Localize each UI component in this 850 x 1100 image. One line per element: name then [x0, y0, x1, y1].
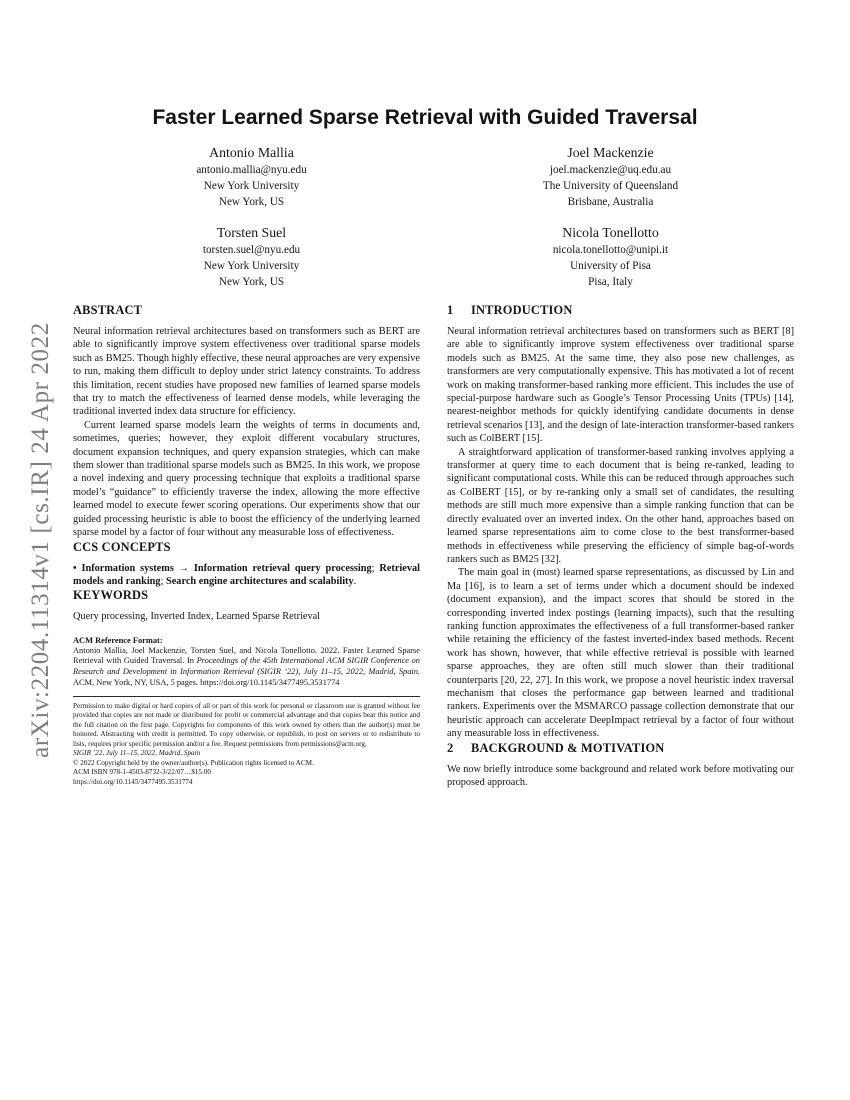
author-4	[431, 224, 790, 290]
abstract-paragraph-2: Current learned sparse models learn the weights of terms in documents and, sometimes, queries; however, they exploit different vocabulary structures, document expansion techniques, and query expansion strategies, which can make them slower than traditional sparse models such as BM25. In this work, we propose a novel indexing and query processing technique that exploits a traditional sparse model’s “guidance” to efficiently traverse the index, allowing the more effective learned model to execute fewer scoring operations. Our experiments show that our guided processing heuristic is able to boost the efficiency of the underlying learned sparse model by a factor of four without any measurable loss of effectiveness.	[73, 419, 420, 539]
background-paragraph-1: We now briefly introduce some background and related work before motivating our proposed approach.	[447, 763, 794, 788]
acm-ref-part-1: Antonio Mallia, Joel Mackenzie, Torsten Suel, and Nicola Tonellotto. 2022. Faster Learned Sparse Retrieval with Guided Traversal. In	[73, 645, 420, 666]
ccs-concepts	[73, 562, 420, 589]
abstract-heading: ABSTRACT	[73, 303, 143, 317]
author-2	[431, 144, 790, 210]
permissions-email-link[interactable]: permissions@acm.org	[300, 739, 365, 748]
background-heading	[447, 741, 794, 755]
author-4-email[interactable]: nicola.tonellotto@unipi.it	[552, 244, 669, 257]
keywords-text: Query processing, Inverted Index, Learned Sparse Retrieval	[73, 611, 321, 623]
ccs-separator-2: ;	[160, 575, 166, 587]
permission-period: .	[364, 739, 367, 748]
author-4-location: Pisa, Italy	[588, 275, 633, 288]
section-1-title: INTRODUCTION	[471, 303, 573, 317]
acm-reference-text	[73, 646, 420, 689]
footnote-doi-link[interactable]: https://doi.org/10.1145/3477495.3531774	[73, 777, 193, 786]
acm-reference-label: ACM Reference Format:	[73, 635, 163, 645]
author-3-location: New York, US	[218, 275, 285, 288]
author-3-affiliation: New York University	[203, 260, 300, 273]
acm-ref-proceedings: Proceedings of the 45th International ACM SIGIR Conference on Research and Development in Information Retrieval (SIGIR ’22), July 11–15, 2022, Madrid, Spain.	[73, 656, 420, 677]
ccs-concept-2: Retrieval models and ranking	[73, 562, 420, 587]
ccs-heading: CCS CONCEPTS	[73, 539, 171, 554]
author-1-name: Antonio Mallia	[209, 145, 294, 160]
author-4-affiliation: University of Pisa	[570, 260, 651, 273]
footnote-divider	[73, 696, 420, 697]
paper-title: Faster Learned Sparse Retrieval with Guided Traversal	[152, 106, 698, 129]
keywords-heading: KEYWORDS	[73, 588, 149, 603]
intro-paragraph-1: Neural information retrieval architectures based on transformers such as BERT [8] are able to significantly improve system effectiveness over traditional sparse models such as BM25. At the same time, they also pose new challenges, as transformers are very computationally expensive. This has motivated a lot of recent work on making transformer-based ranking more efficient. This includes the use of special-purpose hardware such as Google’s Tensor Processing Units (TPUs) [14], nearest-neighbor methods for quickly identifying candidate documents in dense retrieval scenarios [13], and the design of late-interaction transformer-based rankers such as ColBERT [15].	[447, 326, 794, 445]
ccs-period: .	[353, 575, 357, 587]
acm-ref-part-3: ACM, New York, NY, USA, 5 pages.	[73, 677, 201, 687]
footnote-isbn: ACM ISBN 978-1-4503-8732-3/22/07…$15.00	[73, 768, 211, 777]
introduction-heading	[447, 303, 794, 317]
ccs-concept-3: Search engine architectures and scalability	[166, 575, 354, 587]
author-2-location: Brisbane, Australia	[567, 195, 654, 208]
permission-notice	[73, 702, 420, 750]
section-2-title: BACKGROUND & MOTIVATION	[471, 740, 665, 755]
author-1	[72, 144, 431, 210]
acm-ref-doi-link[interactable]: https://doi.org/10.1145/3477495.3531774	[200, 677, 340, 687]
ccs-concept-1: Information retrieval query processing	[193, 562, 372, 574]
author-2-email[interactable]: joel.mackenzie@uq.edu.au	[549, 164, 672, 176]
arxiv-watermark: arXiv:2204.11314v1 [cs.IR] 24 Apr 2022	[27, 322, 54, 758]
author-block	[72, 144, 790, 291]
intro-paragraph-2: A straightforward application of transformer-based ranking involves applying a transformer at query time to each document that is being re-ranked, leading to significant computational costs. While this can be reduced through approaches such as ColBERT [15], or by re-ranking only a small set of candidates, the resulting methods are still much more expensive than a simple ranking function that can be directly evaluated over an inverted index. On the other hand, approaches based on learned sparse representations aim to come close to the best transformer-based methods in effectiveness while preserving the efficiency of simple bag-of-words rankers such as BM25 [32].	[447, 446, 794, 565]
intro-paragraph-3: The main goal in (most) learned sparse representations, as discussed by Lin and Ma [16], is to learn a set of terms under which a document should be indexed (document expansion), and the impact scores that should be stored in the corresponding inverted index postings (learning impacts), such that the resulting ranking function approximates the effectiveness of a full transformer-based ranker while retaining the efficiency of the fastest inverted-index based methods. Recent work has shown, however, that while effective retrieval is possible with learned sparse approaches, they are often still much slower than their traditional counterparts [20, 22, 27]. In this work, we propose a novel heuristic index traversal mechanism that closes the performance gap between learned and traditional rankers. Experiments over the MSMARCO passage collection demonstrate that our heuristic approach can accelerate DeepImpact retrieval by a factor of four without any measurable loss in effectiveness.	[447, 567, 794, 740]
footnote-copyright: © 2022 Copyright held by the owner/author(s). Publication rights licensed to ACM.	[73, 758, 314, 767]
author-2-name: Joel Mackenzie	[567, 145, 654, 160]
ccs-arrow: →	[173, 562, 194, 574]
author-3-email[interactable]: torsten.suel@nyu.edu	[202, 244, 301, 257]
author-2-affiliation: The University of Queensland	[542, 179, 679, 192]
author-3-name: Torsten Suel	[216, 225, 287, 241]
footnote-venue: SIGIR ’22, July 11–15, 2022, Madrid, Spain	[73, 749, 201, 758]
right-column	[447, 303, 794, 789]
permission-text: Permission to make digital or hard copies of all or part of this work for personal or classroom use is granted without fee provided that copies are not made or distributed for profit or commercial advantage and that copies bear this notice and the full citation on the first page. Copyrights for components of this work owned by others than the author(s) must be honored. Abstracting with credit is permitted. To copy otherwise, or republish, to post on servers or to redistribute to lists, requires prior specific permission and/or a fee. Request permissions from	[73, 701, 420, 748]
section-2-number: 2	[447, 740, 454, 755]
author-3	[72, 224, 431, 290]
abstract-paragraph-1: Neural information retrieval architectures based on transformers such as BERT are able to significantly improve system effectiveness over traditional sparse models such as BM25. Though highly effective, these neural approaches are very expensive to run, making them difficult to deploy under strict latency constraints. To address this limitation, recent studies have proposed new families of learned sparse models that try to match the effectiveness of learned dense models, while leveraging the traditional inverted index data structure for efficiency.	[73, 326, 420, 418]
author-1-email[interactable]: antonio.mallia@nyu.edu	[196, 164, 307, 176]
author-1-affiliation: New York University	[203, 179, 300, 192]
author-4-name: Nicola Tonellotto	[562, 225, 659, 241]
left-column	[73, 303, 420, 787]
section-1-number: 1	[447, 303, 454, 317]
ccs-lead: • Information systems	[73, 562, 174, 574]
author-1-location: New York, US	[218, 195, 285, 208]
ccs-separator-1: ;	[371, 562, 380, 574]
